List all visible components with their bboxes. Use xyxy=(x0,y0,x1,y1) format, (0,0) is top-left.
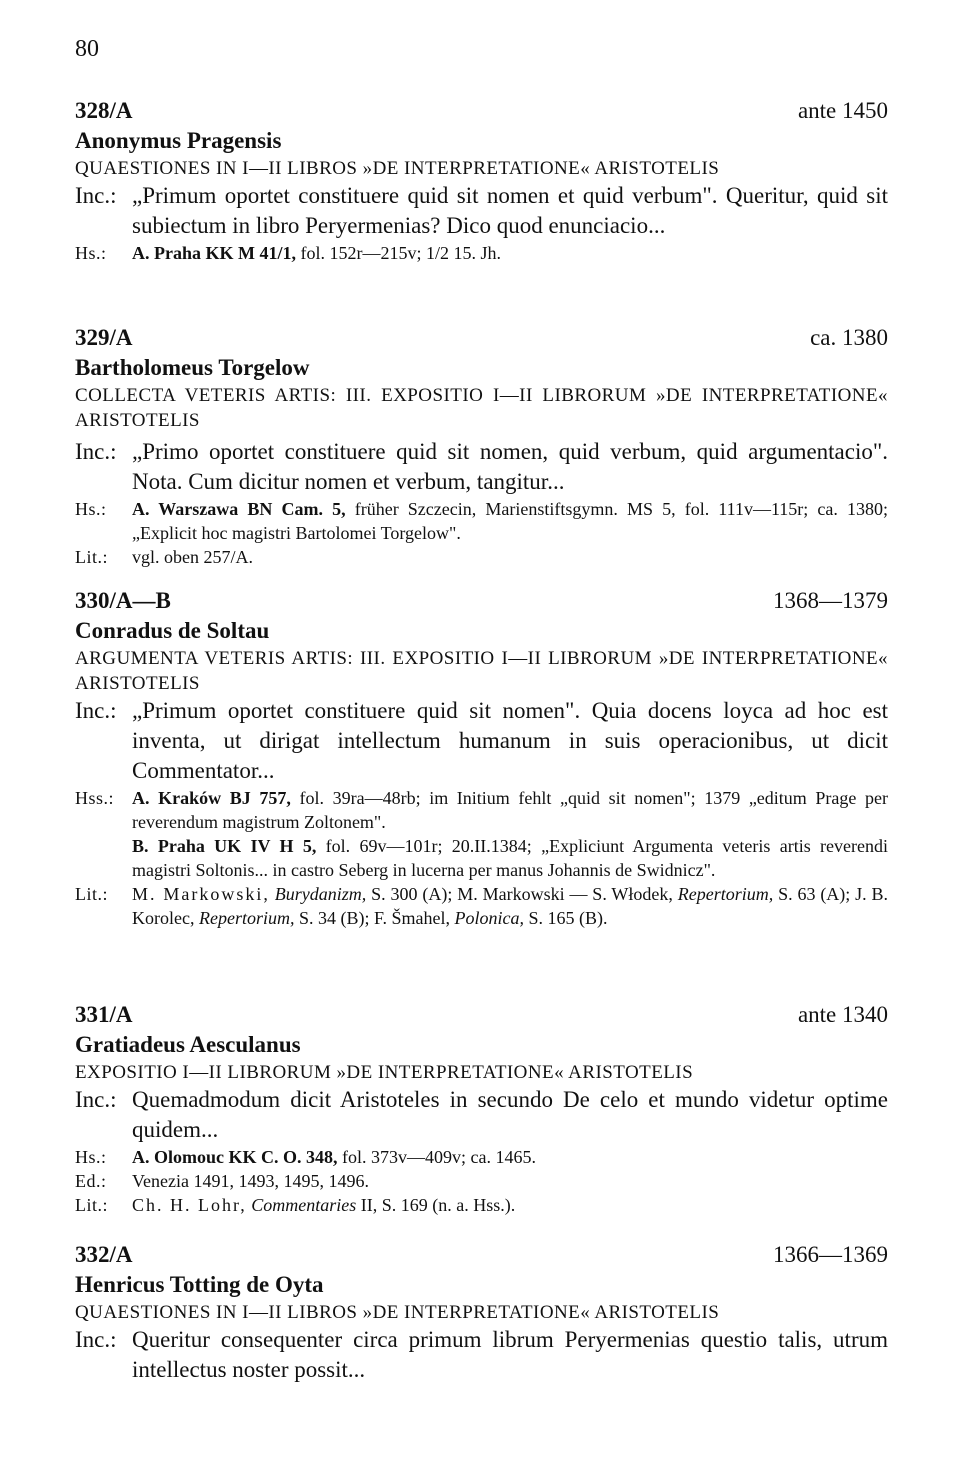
entry-header xyxy=(75,1240,888,1270)
entry-date: ante 1340 xyxy=(797,1002,888,1027)
incipit xyxy=(75,696,888,786)
literature xyxy=(75,1193,888,1217)
entry-id: 330/A—B xyxy=(75,588,171,613)
literature-ref: II, S. 169 (n. a. Hss.). xyxy=(360,1195,516,1215)
entry-id: 328/A xyxy=(75,98,133,123)
manuscript-signature: A. Kraków BJ 757, xyxy=(132,788,291,808)
literature-text: vgl. oben 257/A. xyxy=(132,547,253,567)
entry-header xyxy=(75,96,888,126)
entry-329 xyxy=(75,323,888,569)
entry-header xyxy=(75,586,888,616)
incipit xyxy=(75,181,888,241)
incipit-label: Inc.: xyxy=(75,1327,117,1352)
manuscript xyxy=(75,241,888,265)
manuscript-label: Hs.: xyxy=(75,1147,107,1167)
manuscript-label: Hs.: xyxy=(75,499,107,519)
manuscript-label: Hs.: xyxy=(75,243,107,263)
literature-author: M. Markowski, xyxy=(132,884,270,904)
literature-title: Polonica, xyxy=(454,908,525,928)
entry-author: Conradus de Soltau xyxy=(75,618,270,643)
incipit-label: Inc.: xyxy=(75,698,117,723)
entry-date: 1366—1369 xyxy=(773,1242,888,1267)
edition-text: Venezia 1491, 1493, 1495, 1496. xyxy=(132,1171,369,1191)
entry-328 xyxy=(75,96,888,265)
manuscript-signature: A. Praha KK M 41/1, xyxy=(132,243,296,263)
incipit xyxy=(75,1325,888,1385)
literature-label: Lit.: xyxy=(75,547,108,567)
incipit-label: Inc.: xyxy=(75,183,117,208)
literature-title: Repertorium, xyxy=(677,884,774,904)
literature-ref: S. 165 (B). xyxy=(528,908,608,928)
entry-330 xyxy=(75,586,888,930)
entry-title: ARGUMENTA VETERIS ARTIS: III. EXPOSITIO I—II LIBRORUM »DE INTERPRETATIONE« ARISTOTELIS xyxy=(75,648,888,694)
manuscript xyxy=(75,497,888,545)
manuscript xyxy=(75,1145,888,1169)
literature-ref: S. 34 (B); F. Šmahel, xyxy=(298,908,451,928)
entry-id: 329/A xyxy=(75,325,133,350)
entry-date: ante 1450 xyxy=(797,98,888,123)
literature xyxy=(75,545,888,569)
incipit-label: Inc.: xyxy=(75,1087,117,1112)
entry-title: QUAESTIONES IN I—II LIBROS »DE INTERPRETATIONE« ARISTOTELIS xyxy=(75,158,720,179)
entry-title: QUAESTIONES IN I—II LIBROS »DE INTERPRETATIONE« ARISTOTELIS xyxy=(75,1302,720,1323)
literature-title: Burydanizm, xyxy=(274,884,367,904)
incipit-text: „Primum oportet constituere quid sit nomen". Quia docens loyca ad hoc est inventa, ut dirigat intellectum humanum in suis operacionibus, ut dicit Commentator... xyxy=(132,698,888,783)
literature-title: Commentaries xyxy=(251,1195,357,1215)
page-number: 80 xyxy=(75,36,99,62)
literature-title: Repertorium, xyxy=(198,908,295,928)
edition xyxy=(75,1169,888,1193)
manuscript-details: früher Szczecin, Marienstiftsgymn. MS 5, fol. 111v—115r; ca. 1380; „Explicit hoc magistri Bartolomei Torgelow". xyxy=(132,499,888,543)
literature-label: Lit.: xyxy=(75,884,108,904)
literature xyxy=(75,882,888,930)
incipit-label: Inc.: xyxy=(75,439,117,464)
incipit-text: Queritur consequenter circa primum librum Peryermenias questio talis, utrum intellectus noster possit... xyxy=(132,1327,888,1382)
entry-331 xyxy=(75,1000,888,1217)
literature-ref: S. 63 (A); J. B. Korolec, xyxy=(132,884,889,928)
entry-332 xyxy=(75,1240,888,1385)
entry-date: 1368—1379 xyxy=(773,588,888,613)
entry-header xyxy=(75,1000,888,1030)
manuscript-details: fol. 152r—215v; 1/2 15. Jh. xyxy=(300,243,501,263)
entry-author: Gratiadeus Aesculanus xyxy=(75,1032,301,1057)
manuscript-details-b: fol. 69v—101r; 20.II.1384; „Expliciunt Argumenta veteris artis reverendi magistri Soltonis... in castro Seberg in lucerna per manus Johannis de Swidnicz". xyxy=(132,836,888,880)
entry-title: COLLECTA VETERIS ARTIS: III. EXPOSITIO I—II LIBRORUM »DE INTERPRETATIONE« ARISTOTELIS xyxy=(75,385,888,431)
manuscript xyxy=(75,786,888,882)
incipit-text: „Primum oportet constituere quid sit nomen et quid verbum". Queritur, quid sit subiectum in libro Peryermenias? Dico quod enunciacio... xyxy=(132,183,888,238)
entry-date: ca. 1380 xyxy=(810,325,888,350)
manuscript-details: fol. 373v—409v; ca. 1465. xyxy=(342,1147,536,1167)
entry-id: 332/A xyxy=(75,1242,133,1267)
incipit xyxy=(75,437,888,497)
manuscript-details: fol. 39ra—48rb; im Initium fehlt „quid sit nomen"; 1379 „editum Prage per reverendum magistrum Zoltonem". xyxy=(132,788,888,832)
literature-ref: S. 300 (A); M. Markowski — S. Włodek, xyxy=(371,884,673,904)
entry-header xyxy=(75,323,888,353)
incipit-text: „Primo oportet constituere quid sit nomen, quid verbum, quid argumentacio". Nota. Cum dicitur nomen et verbum, tangitur... xyxy=(132,439,888,494)
manuscript-signature: A. Warszawa BN Cam. 5, xyxy=(132,499,346,519)
entry-author: Anonymus Pragensis xyxy=(75,128,282,153)
literature-author: Ch. H. Lohr, xyxy=(132,1195,247,1215)
entry-author: Bartholomeus Torgelow xyxy=(75,355,310,380)
entry-title: EXPOSITIO I—II LIBRORUM »DE INTERPRETATIONE« ARISTOTELIS xyxy=(75,1062,694,1083)
manuscript-signature-b: B. Praha UK IV H 5, xyxy=(132,836,317,856)
entry-id: 331/A xyxy=(75,1002,133,1027)
edition-label: Ed.: xyxy=(75,1171,107,1191)
incipit xyxy=(75,1085,888,1145)
incipit-text: Quemadmodum dicit Aristoteles in secundo De celo et mundo videtur optime quidem... xyxy=(132,1087,888,1142)
manuscript-label: Hss.: xyxy=(75,788,115,808)
entry-author: Henricus Totting de Oyta xyxy=(75,1272,324,1297)
manuscript-signature: A. Olomouc KK C. O. 348, xyxy=(132,1147,338,1167)
literature-label: Lit.: xyxy=(75,1195,108,1215)
